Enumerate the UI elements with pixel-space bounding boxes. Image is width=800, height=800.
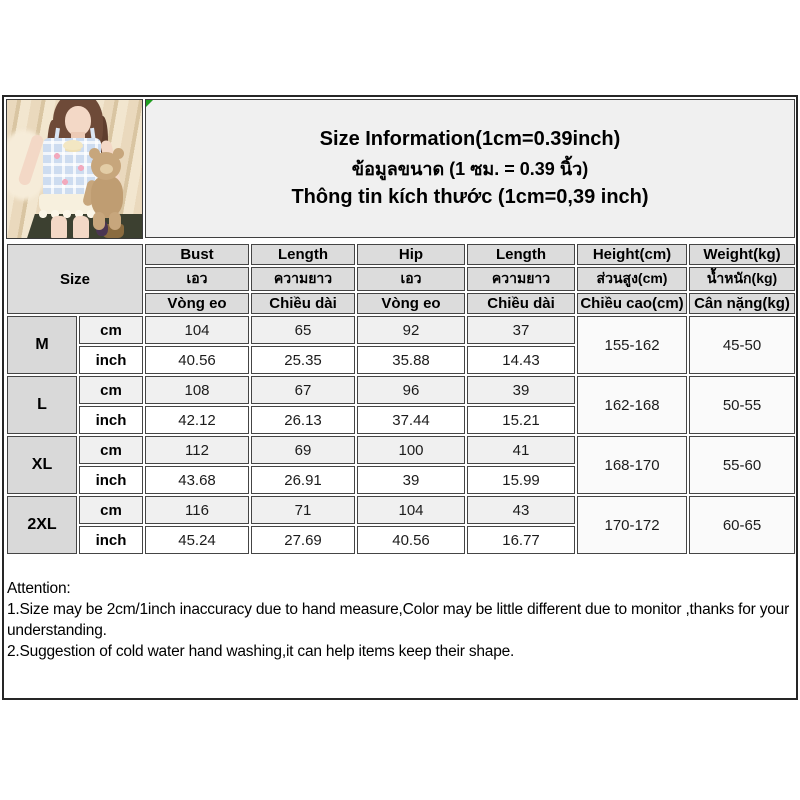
- l-length-inch: 26.13: [251, 406, 355, 434]
- 2xl-hip-inch: 40.56: [357, 526, 465, 554]
- model-leg: [73, 216, 89, 239]
- unit-cm-label: cm: [79, 376, 143, 404]
- lace-bow: [63, 140, 83, 150]
- size-label-l: L: [7, 376, 77, 434]
- 2xl-length-cm: 71: [251, 496, 355, 524]
- m-weight-range: 45-50: [689, 316, 795, 374]
- model-leg: [51, 216, 67, 239]
- 2xl-length-inch: 27.69: [251, 526, 355, 554]
- unit-cm-label: cm: [79, 436, 143, 464]
- title-thai: ข้อมูลขนาด (1 ซม. = 0.39 นิ้ว): [351, 159, 589, 179]
- 2xl-hip-cm: 104: [357, 496, 465, 524]
- size-label-xl: XL: [7, 436, 77, 494]
- col-header-length: Length: [251, 244, 355, 265]
- teddy-bear-muzzle: [100, 164, 113, 174]
- 2xl-length2-cm: 43: [467, 496, 575, 524]
- l-weight-range: 50-55: [689, 376, 795, 434]
- col-header-weight-th: น้ำหนัก(kg): [689, 267, 795, 291]
- row-xl-cm: [7, 436, 795, 464]
- col-header-hip-th: เอว: [357, 267, 465, 291]
- size-corner-label: Size: [7, 244, 143, 314]
- col-header-length2: Length: [467, 244, 575, 265]
- xl-height-range: 168-170: [577, 436, 687, 494]
- row-2xl-cm: [7, 496, 795, 524]
- col-header-height: Height(cm): [577, 244, 687, 265]
- col-header-bust-vi: Vòng eo: [145, 293, 249, 314]
- unit-cm-label: cm: [79, 496, 143, 524]
- size-table: [5, 242, 797, 556]
- 2xl-length2-inch: 16.77: [467, 526, 575, 554]
- unit-inch-label: inch: [79, 526, 143, 554]
- col-header-height-vi: Chiều cao(cm): [577, 293, 687, 314]
- col-header-length-vi: Chiều dài: [251, 293, 355, 314]
- attention-note-1: 1.Size may be 2cm/1inch inaccuracy due to hand measure,Color may be little different due to monitor ,thanks for your understanding.: [7, 601, 790, 639]
- xl-hip-inch: 39: [357, 466, 465, 494]
- xl-length-cm: 69: [251, 436, 355, 464]
- unit-cm-label: cm: [79, 316, 143, 344]
- l-height-range: 162-168: [577, 376, 687, 434]
- 2xl-height-range: 170-172: [577, 496, 687, 554]
- 2xl-bust-cm: 116: [145, 496, 249, 524]
- l-hip-cm: 96: [357, 376, 465, 404]
- row-m-cm: [7, 316, 795, 344]
- unit-inch-label: inch: [79, 406, 143, 434]
- l-length2-inch: 15.21: [467, 406, 575, 434]
- m-length2-inch: 14.43: [467, 346, 575, 374]
- l-bust-inch: 42.12: [145, 406, 249, 434]
- attention-heading: Attention:: [7, 580, 71, 597]
- m-length-cm: 65: [251, 316, 355, 344]
- xl-length-inch: 26.91: [251, 466, 355, 494]
- row-l-cm: [7, 376, 795, 404]
- size-label-2xl: 2XL: [7, 496, 77, 554]
- xl-weight-range: 55-60: [689, 436, 795, 494]
- teddy-bear-leg: [93, 212, 105, 230]
- xl-hip-cm: 100: [357, 436, 465, 464]
- col-header-bust: Bust: [145, 244, 249, 265]
- product-photo: [6, 99, 143, 239]
- title-box: [145, 99, 795, 238]
- col-header-weight: Weight(kg): [689, 244, 795, 265]
- title-vietnamese: Thông tin kích thước (1cm=0,39 inch): [291, 186, 649, 208]
- teddy-bear-leg: [109, 212, 121, 230]
- unit-inch-label: inch: [79, 346, 143, 374]
- l-length-cm: 67: [251, 376, 355, 404]
- m-hip-cm: 92: [357, 316, 465, 344]
- title-english: Size Information(1cm=0.39inch): [319, 128, 621, 150]
- header-row-english: [7, 244, 795, 265]
- col-header-weight-vi: Cân nặng(kg): [689, 293, 795, 314]
- col-header-hip-vi: Vòng eo: [357, 293, 465, 314]
- col-header-height-th: ส่วนสูง(cm): [577, 267, 687, 291]
- xl-length2-inch: 15.99: [467, 466, 575, 494]
- col-header-length2-th: ความยาว: [467, 267, 575, 291]
- m-height-range: 155-162: [577, 316, 687, 374]
- 2xl-bust-inch: 45.24: [145, 526, 249, 554]
- attention-notes: [7, 578, 791, 662]
- col-header-bust-th: เอว: [145, 267, 249, 291]
- green-corner-accent: [146, 100, 153, 107]
- col-header-length-th: ความยาว: [251, 267, 355, 291]
- 2xl-weight-range: 60-65: [689, 496, 795, 554]
- m-bust-inch: 40.56: [145, 346, 249, 374]
- m-hip-inch: 35.88: [357, 346, 465, 374]
- m-length2-cm: 37: [467, 316, 575, 344]
- l-length2-cm: 39: [467, 376, 575, 404]
- col-header-length2-vi: Chiều dài: [467, 293, 575, 314]
- content-box: [2, 95, 798, 700]
- size-label-m: M: [7, 316, 77, 374]
- xl-bust-inch: 43.68: [145, 466, 249, 494]
- xl-bust-cm: 112: [145, 436, 249, 464]
- attention-note-2: 2.Suggestion of cold water hand washing,it can help items keep their shape.: [7, 643, 515, 660]
- col-header-hip: Hip: [357, 244, 465, 265]
- m-bust-cm: 104: [145, 316, 249, 344]
- l-bust-cm: 108: [145, 376, 249, 404]
- l-hip-inch: 37.44: [357, 406, 465, 434]
- unit-inch-label: inch: [79, 466, 143, 494]
- m-length-inch: 25.35: [251, 346, 355, 374]
- xl-length2-cm: 41: [467, 436, 575, 464]
